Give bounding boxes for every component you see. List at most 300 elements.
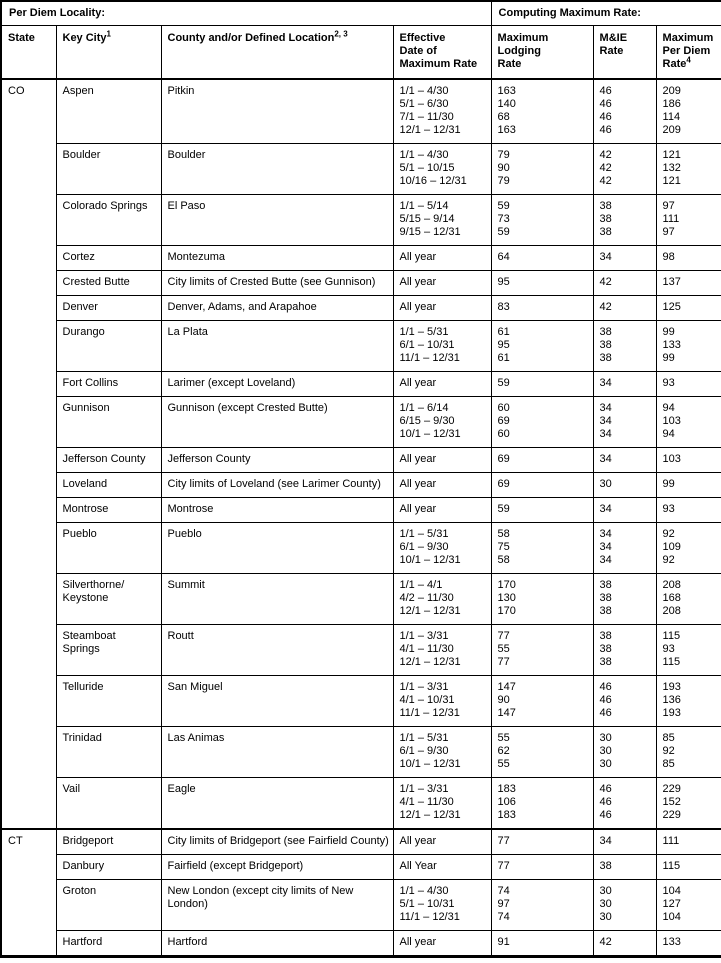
key-city-cell	[56, 930, 161, 956]
lodging-rate-cell-line: 77	[497, 834, 510, 847]
per-diem-rate-cell	[656, 675, 721, 726]
table-body	[1, 79, 721, 957]
per-diem-rate-cell	[656, 624, 721, 675]
column-header-effective-date	[393, 26, 491, 79]
mie-rate-cell-line: 38	[599, 325, 612, 338]
per-diem-rate-cell-line: 229	[662, 782, 681, 795]
per-diem-rate-cell	[656, 79, 721, 144]
per-diem-rate-cell-line: 92	[662, 553, 675, 566]
effective-date-cell	[393, 497, 491, 522]
key-city-cell	[56, 245, 161, 270]
effective-date-cell-line: 5/1 – 6/30	[399, 97, 449, 110]
key-city-cell-line: Telluride	[62, 680, 104, 693]
effective-date-cell	[393, 675, 491, 726]
per-diem-locality-group-header: Per Diem Locality:	[1, 1, 491, 26]
mie-rate-cell-line: 38	[599, 604, 612, 617]
header-label: Rate	[599, 45, 624, 57]
effective-date-cell-line: All year	[399, 834, 437, 847]
per-diem-rate-cell	[656, 930, 721, 956]
per-diem-rate-cell	[656, 270, 721, 295]
mie-rate-cell-line: 42	[599, 935, 612, 948]
per-diem-rate-cell-line: 94	[662, 401, 675, 414]
lodging-rate-cell	[491, 245, 593, 270]
lodging-rate-cell-line: 163	[497, 123, 516, 136]
lodging-rate-cell	[491, 675, 593, 726]
key-city-cell-line: Silverthorne/	[62, 578, 125, 591]
lodging-rate-cell-line: 170	[497, 604, 516, 617]
per-diem-rate-cell	[656, 829, 721, 855]
effective-date-cell	[393, 726, 491, 777]
key-city-cell	[56, 726, 161, 777]
key-city-cell-line: Denver	[62, 300, 98, 313]
table-header	[1, 1, 721, 79]
mie-rate-cell-line: 34	[599, 834, 612, 847]
lodging-rate-cell-line: 58	[497, 527, 510, 540]
county-cell: Montrose	[161, 497, 393, 522]
effective-date-cell-line: 11/1 – 12/31	[399, 351, 460, 364]
header-footnote-ref: 1	[106, 29, 111, 39]
lodging-rate-cell-line: 83	[497, 300, 510, 313]
table-row	[1, 726, 721, 777]
computing-maximum-rate-group-header: Computing Maximum Rate:	[491, 1, 721, 26]
lodging-rate-cell-line: 95	[497, 275, 510, 288]
effective-date-cell-line: 12/1 – 12/31	[399, 604, 461, 617]
effective-date-cell-line: 6/1 – 9/30	[399, 744, 449, 757]
per-diem-rate-cell-line: 92	[662, 744, 675, 757]
mie-rate-cell-line: 42	[599, 161, 612, 174]
effective-date-cell-line: 12/1 – 12/31	[399, 123, 461, 136]
lodging-rate-cell	[491, 295, 593, 320]
header-label: Key City	[62, 32, 107, 44]
mie-rate-cell-line: 42	[599, 275, 612, 288]
effective-date-cell-line: 1/1 – 3/31	[399, 629, 449, 642]
lodging-rate-cell-line: 147	[497, 706, 516, 719]
mie-rate-cell-line: 30	[599, 897, 612, 910]
per-diem-rate-cell-line: 109	[662, 540, 681, 553]
per-diem-rate-cell-line: 99	[662, 351, 675, 364]
per-diem-rate-cell-line: 92	[662, 527, 675, 540]
per-diem-rate-cell-line: 103	[662, 414, 681, 427]
lodging-rate-cell-line: 69	[497, 452, 510, 465]
per-diem-rate-cell	[656, 854, 721, 879]
mie-rate-cell	[593, 854, 656, 879]
mie-rate-cell-line: 30	[599, 757, 612, 770]
header-label: State	[8, 32, 35, 44]
per-diem-rate-cell-line: 152	[662, 795, 681, 808]
effective-date-cell	[393, 522, 491, 573]
lodging-rate-cell-line: 55	[497, 757, 510, 770]
effective-date-cell-line: 5/1 – 10/31	[399, 897, 455, 910]
effective-date-cell-line: 4/1 – 11/30	[399, 642, 454, 655]
mie-rate-cell-line: 46	[599, 706, 612, 719]
mie-rate-cell	[593, 472, 656, 497]
table-row	[1, 854, 721, 879]
lodging-rate-cell-line: 55	[497, 731, 510, 744]
header-label: Lodging	[497, 45, 541, 57]
mie-rate-cell	[593, 879, 656, 930]
effective-date-cell	[393, 371, 491, 396]
per-diem-rate-cell	[656, 497, 721, 522]
column-header-maximum-per-diem-rate	[656, 26, 721, 79]
per-diem-rate-cell-line: 115	[662, 655, 681, 668]
lodging-rate-cell-line: 61	[497, 325, 510, 338]
lodging-rate-cell	[491, 777, 593, 829]
lodging-rate-cell-line: 79	[497, 174, 510, 187]
effective-date-cell	[393, 320, 491, 371]
key-city-cell-line: Fort Collins	[62, 376, 119, 389]
mie-rate-cell-line: 34	[599, 527, 612, 540]
effective-date-cell	[393, 270, 491, 295]
effective-date-cell-line: 4/1 – 11/30	[399, 795, 454, 808]
lodging-rate-cell-line: 69	[497, 477, 510, 490]
effective-date-cell-line: 12/1 – 12/31	[399, 655, 461, 668]
key-city-cell	[56, 624, 161, 675]
header-label: Effective	[399, 32, 446, 44]
lodging-rate-cell-line: 90	[497, 693, 510, 706]
lodging-rate-cell	[491, 930, 593, 956]
per-diem-rate-cell-line: 229	[662, 808, 681, 821]
lodging-rate-cell-line: 75	[497, 540, 510, 553]
key-city-cell-line: Colorado Springs	[62, 199, 148, 212]
lodging-rate-cell-line: 58	[497, 553, 510, 566]
county-cell: New London (except city limits of New London)	[161, 879, 393, 930]
key-city-cell-line: Keystone	[62, 591, 109, 604]
key-city-cell	[56, 194, 161, 245]
column-header-county-defined-location	[161, 26, 393, 79]
lodging-rate-cell-line: 91	[497, 935, 510, 948]
mie-rate-cell-line: 34	[599, 502, 612, 515]
county-cell: Denver, Adams, and Arapahoe	[161, 295, 393, 320]
lodging-rate-cell-line: 79	[497, 148, 510, 161]
per-diem-rate-cell	[656, 143, 721, 194]
lodging-rate-cell-line: 60	[497, 427, 510, 440]
mie-rate-cell	[593, 573, 656, 624]
mie-rate-cell-line: 46	[599, 97, 612, 110]
per-diem-rate-cell	[656, 245, 721, 270]
key-city-cell	[56, 396, 161, 447]
table-row	[1, 675, 721, 726]
mie-rate-cell-line: 38	[599, 578, 612, 591]
mie-rate-cell	[593, 320, 656, 371]
mie-rate-cell-line: 30	[599, 731, 612, 744]
header-footnote-ref: 2, 3	[334, 29, 348, 39]
mie-rate-cell-line: 42	[599, 148, 612, 161]
lodging-rate-cell-line: 69	[497, 414, 510, 427]
table-row	[1, 194, 721, 245]
effective-date-cell-line: 1/1 – 5/14	[399, 199, 449, 212]
mie-rate-cell	[593, 726, 656, 777]
per-diem-rate-cell-line: 132	[662, 161, 681, 174]
county-cell: Jefferson County	[161, 447, 393, 472]
effective-date-cell-line: 5/15 – 9/14	[399, 212, 455, 225]
lodging-rate-cell-line: 62	[497, 744, 510, 757]
key-city-cell	[56, 79, 161, 144]
per-diem-rate-cell-line: 168	[662, 591, 681, 604]
state-cell: CT	[1, 829, 56, 957]
lodging-rate-cell-line: 77	[497, 655, 510, 668]
effective-date-cell-line: 11/1 – 12/31	[399, 910, 460, 923]
county-cell: La Plata	[161, 320, 393, 371]
per-diem-rate-cell	[656, 522, 721, 573]
mie-rate-cell-line: 34	[599, 376, 612, 389]
per-diem-rate-cell-line: 98	[662, 250, 675, 263]
mie-rate-cell-line: 30	[599, 884, 612, 897]
lodging-rate-cell	[491, 829, 593, 855]
mie-rate-cell-line: 46	[599, 808, 612, 821]
per-diem-rate-cell-line: 133	[662, 338, 681, 351]
lodging-rate-cell-line: 74	[497, 910, 510, 923]
lodging-rate-cell	[491, 573, 593, 624]
header-footnote-ref: 4	[686, 55, 691, 65]
mie-rate-cell	[593, 371, 656, 396]
effective-date-cell-line: All year	[399, 300, 437, 313]
effective-date-cell-line: All year	[399, 275, 437, 288]
key-city-cell	[56, 270, 161, 295]
key-city-cell	[56, 879, 161, 930]
effective-date-cell	[393, 573, 491, 624]
key-city-cell-line: Danbury	[62, 859, 105, 872]
per-diem-rate-cell	[656, 396, 721, 447]
per-diem-rate-cell-line: 133	[662, 935, 681, 948]
effective-date-cell-line: All year	[399, 376, 437, 389]
mie-rate-cell-line: 42	[599, 300, 612, 313]
effective-date-cell-line: 6/15 – 9/30	[399, 414, 455, 427]
county-cell: Routt	[161, 624, 393, 675]
mie-rate-cell	[593, 777, 656, 829]
group-header-row	[1, 1, 721, 26]
table-row	[1, 573, 721, 624]
mie-rate-cell-line: 46	[599, 110, 612, 123]
header-label: Rate	[497, 58, 522, 70]
per-diem-rate-cell-line: 121	[662, 148, 681, 161]
lodging-rate-cell-line: 147	[497, 680, 516, 693]
lodging-rate-cell	[491, 472, 593, 497]
effective-date-cell-line: 1/1 – 3/31	[399, 680, 449, 693]
header-label: Rate	[662, 58, 687, 70]
header-label: Maximum Rate	[399, 58, 478, 70]
effective-date-cell-line: 10/1 – 12/31	[399, 553, 461, 566]
per-diem-rate-cell-line: 93	[662, 642, 675, 655]
table-row	[1, 447, 721, 472]
lodging-rate-cell	[491, 143, 593, 194]
county-cell: Summit	[161, 573, 393, 624]
per-diem-rate-cell-line: 93	[662, 502, 675, 515]
per-diem-rate-cell	[656, 295, 721, 320]
lodging-rate-cell-line: 183	[497, 782, 516, 795]
per-diem-rate-cell-line: 85	[662, 731, 675, 744]
lodging-rate-cell-line: 60	[497, 401, 510, 414]
lodging-rate-cell-line: 74	[497, 884, 510, 897]
per-diem-rate-cell-line: 97	[662, 225, 675, 238]
county-cell: Pitkin	[161, 79, 393, 144]
header-label: M&IE	[599, 32, 628, 44]
mie-rate-cell-line: 42	[599, 174, 612, 187]
mie-rate-cell	[593, 270, 656, 295]
effective-date-cell-line: 10/1 – 12/31	[399, 427, 461, 440]
effective-date-cell-line: 9/15 – 12/31	[399, 225, 461, 238]
column-header-maximum-lodging-rate	[491, 26, 593, 79]
mie-rate-cell-line: 34	[599, 250, 612, 263]
effective-date-cell	[393, 854, 491, 879]
mie-rate-cell-line: 38	[599, 351, 612, 364]
per-diem-rate-cell-line: 186	[662, 97, 681, 110]
mie-rate-cell-line: 46	[599, 84, 612, 97]
key-city-cell	[56, 522, 161, 573]
per-diem-rate-cell-line: 85	[662, 757, 675, 770]
per-diem-rate-cell-line: 104	[662, 910, 681, 923]
effective-date-cell-line: All year	[399, 502, 437, 515]
per-diem-rate-cell-line: 193	[662, 680, 681, 693]
mie-rate-cell-line: 46	[599, 782, 612, 795]
mie-rate-cell	[593, 675, 656, 726]
lodging-rate-cell-line: 59	[497, 199, 510, 212]
per-diem-rate-cell	[656, 320, 721, 371]
effective-date-cell-line: All year	[399, 452, 437, 465]
table-row	[1, 143, 721, 194]
key-city-cell-line: Durango	[62, 325, 105, 338]
mie-rate-cell	[593, 447, 656, 472]
mie-rate-cell-line: 38	[599, 338, 612, 351]
lodging-rate-cell-line: 61	[497, 351, 510, 364]
per-diem-rate-cell	[656, 371, 721, 396]
mie-rate-cell-line: 38	[599, 212, 612, 225]
per-diem-rate-cell-line: 115	[662, 629, 681, 642]
column-header-key-city	[56, 26, 161, 79]
effective-date-cell-line: 10/1 – 12/31	[399, 757, 461, 770]
mie-rate-cell	[593, 79, 656, 144]
lodging-rate-cell	[491, 371, 593, 396]
key-city-cell-line: Groton	[62, 884, 97, 897]
per-diem-rate-cell-line: 99	[662, 325, 675, 338]
effective-date-cell-line: 11/1 – 12/31	[399, 706, 460, 719]
county-cell: El Paso	[161, 194, 393, 245]
key-city-cell	[56, 777, 161, 829]
effective-date-cell	[393, 879, 491, 930]
county-cell: Boulder	[161, 143, 393, 194]
effective-date-cell-line: 5/1 – 10/15	[399, 161, 455, 174]
header-label: Per Diem	[662, 45, 711, 57]
effective-date-cell	[393, 472, 491, 497]
table-row	[1, 295, 721, 320]
mie-rate-cell	[593, 522, 656, 573]
effective-date-cell-line: 6/1 – 10/31	[399, 338, 455, 351]
lodging-rate-cell	[491, 447, 593, 472]
lodging-rate-cell-line: 77	[497, 859, 510, 872]
per-diem-rate-cell	[656, 879, 721, 930]
key-city-cell-line: Loveland	[62, 477, 108, 490]
table-row	[1, 245, 721, 270]
key-city-cell-line: Trinidad	[62, 731, 102, 744]
per-diem-rate-cell-line: 94	[662, 427, 675, 440]
effective-date-cell-line: 10/16 – 12/31	[399, 174, 467, 187]
mie-rate-cell-line: 34	[599, 401, 612, 414]
mie-rate-cell-line: 38	[599, 642, 612, 655]
mie-rate-cell-line: 46	[599, 680, 612, 693]
mie-rate-cell-line: 38	[599, 655, 612, 668]
key-city-cell	[56, 143, 161, 194]
table-row	[1, 624, 721, 675]
per-diem-rate-cell	[656, 777, 721, 829]
effective-date-cell-line: 4/2 – 11/30	[399, 591, 454, 604]
lodging-rate-cell-line: 59	[497, 502, 510, 515]
table-row	[1, 879, 721, 930]
key-city-cell-line: Crested Butte	[62, 275, 130, 288]
per-diem-rate-cell-line: 125	[662, 300, 681, 313]
mie-rate-cell-line: 46	[599, 693, 612, 706]
effective-date-cell-line: 1/1 – 5/31	[399, 731, 449, 744]
mie-rate-cell-line: 46	[599, 795, 612, 808]
lodging-rate-cell-line: 170	[497, 578, 516, 591]
effective-date-cell	[393, 396, 491, 447]
key-city-cell-line: Vail	[62, 782, 81, 795]
per-diem-rate-cell-line: 127	[662, 897, 681, 910]
per-diem-rate-cell-line: 208	[662, 604, 681, 617]
effective-date-cell	[393, 79, 491, 144]
key-city-cell	[56, 447, 161, 472]
mie-rate-cell	[593, 396, 656, 447]
mie-rate-cell	[593, 194, 656, 245]
lodging-rate-cell-line: 64	[497, 250, 510, 263]
mie-rate-cell-line: 30	[599, 910, 612, 923]
key-city-cell-line: Boulder	[62, 148, 101, 161]
per-diem-rate-cell	[656, 472, 721, 497]
mie-rate-cell-line: 38	[599, 199, 612, 212]
per-diem-rate-cell-line: 137	[662, 275, 681, 288]
per-diem-rate-cell-line: 103	[662, 452, 681, 465]
key-city-cell	[56, 371, 161, 396]
lodging-rate-cell-line: 106	[497, 795, 516, 808]
mie-rate-cell	[593, 930, 656, 956]
lodging-rate-cell-line: 140	[497, 97, 516, 110]
mie-rate-cell-line: 38	[599, 225, 612, 238]
effective-date-cell	[393, 829, 491, 855]
lodging-rate-cell	[491, 726, 593, 777]
lodging-rate-cell-line: 77	[497, 629, 510, 642]
lodging-rate-cell	[491, 497, 593, 522]
key-city-cell	[56, 675, 161, 726]
mie-rate-cell	[593, 245, 656, 270]
effective-date-cell-line: All Year	[399, 859, 437, 872]
key-city-cell-line: Gunnison	[62, 401, 110, 414]
key-city-cell-line: Steamboat	[62, 629, 116, 642]
lodging-rate-cell	[491, 320, 593, 371]
lodging-rate-cell	[491, 194, 593, 245]
table-row	[1, 320, 721, 371]
key-city-cell	[56, 829, 161, 855]
state-cell: CO	[1, 79, 56, 829]
per-diem-rate-cell-line: 114	[662, 110, 681, 123]
effective-date-cell-line: 1/1 – 4/1	[399, 578, 443, 591]
county-cell: Las Animas	[161, 726, 393, 777]
county-cell: Hartford	[161, 930, 393, 956]
key-city-cell-line: Springs	[62, 642, 100, 655]
per-diem-rate-cell-line: 111	[662, 212, 680, 225]
county-cell: San Miguel	[161, 675, 393, 726]
county-cell: Larimer (except Loveland)	[161, 371, 393, 396]
lodging-rate-cell	[491, 522, 593, 573]
effective-date-cell-line: 1/1 – 4/30	[399, 884, 449, 897]
per-diem-rate-cell	[656, 447, 721, 472]
effective-date-cell	[393, 777, 491, 829]
mie-rate-cell-line: 34	[599, 427, 612, 440]
mie-rate-cell	[593, 624, 656, 675]
lodging-rate-cell-line: 68	[497, 110, 510, 123]
key-city-cell-line: Pueblo	[62, 527, 97, 540]
key-city-cell-line: Aspen	[62, 84, 94, 97]
effective-date-cell	[393, 447, 491, 472]
effective-date-cell	[393, 930, 491, 956]
table-row	[1, 472, 721, 497]
